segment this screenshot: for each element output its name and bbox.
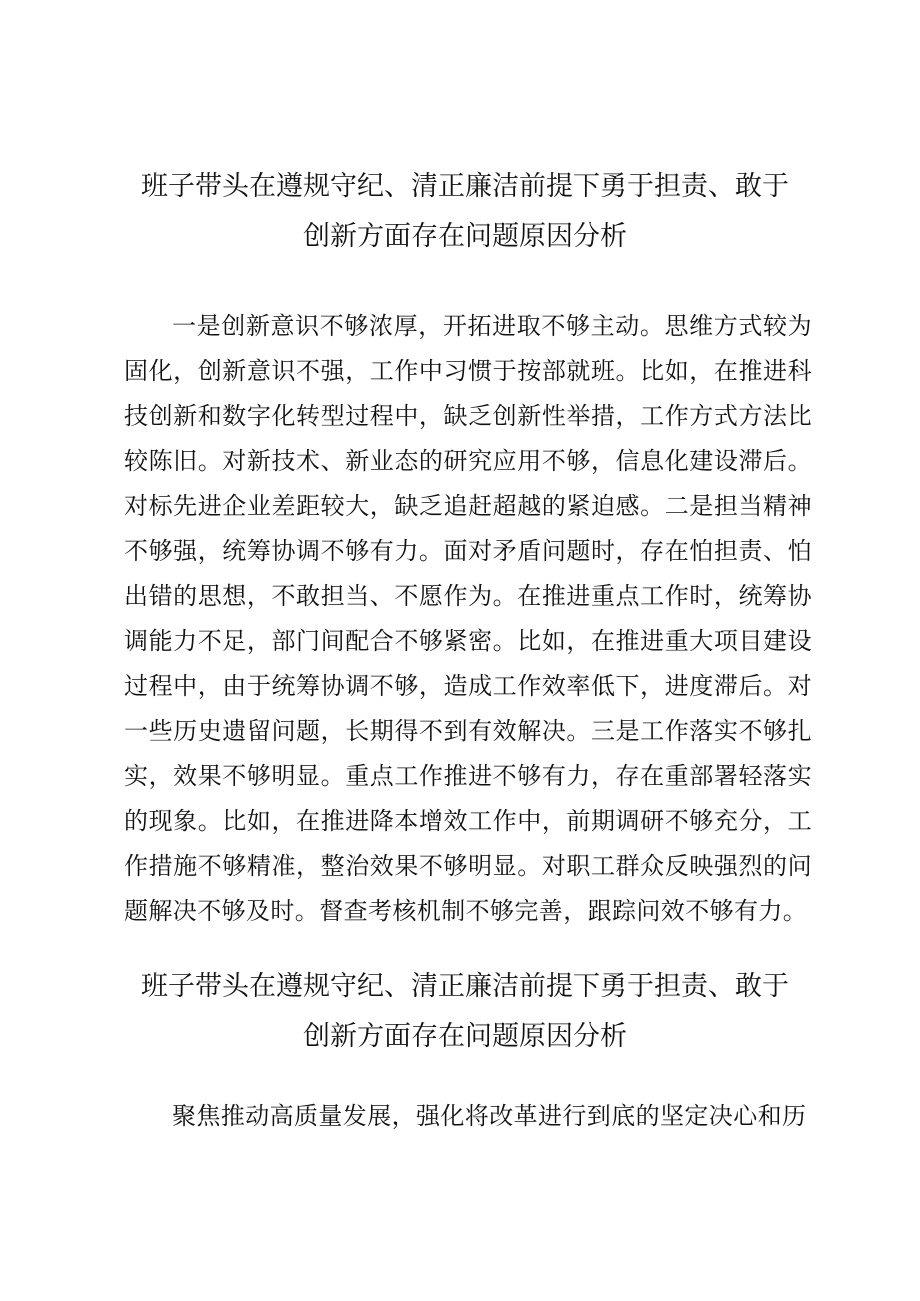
section-2-body: 聚焦推动高质量发展，强化将改革进行到底的坚定决心和历 (172, 1102, 807, 1130)
section-2-title-line-2: 创新方面存在问题原因分析 (303, 1021, 627, 1052)
section-2-title-line-1: 班子带头在遵规守纪、清正廉洁前提下勇于担责、敢于 (141, 971, 789, 1002)
section-1-title-line-2: 创新方面存在问题原因分析 (303, 221, 627, 252)
section-2-title (120, 962, 810, 1062)
section-1-title (120, 162, 810, 262)
section-1-title-line-1: 班子带头在遵规守纪、清正廉洁前提下勇于担责、敢于 (141, 171, 789, 202)
section-1-body: 一是创新意识不够浓厚，开拓进取不够主动。思维方式较为固化，创新意识不强，工作中习惯于按部就班。比如，在推进科技创新和数字化转型过程中，缺乏创新性举措，工作方式方法比较陈旧。对新技术、新业态的研究应用不够，信息化建设滞后。对标先进企业差距较大，缺乏追赶超越的紧迫感。二是担当精神不够强，统筹协调不够有力。面对矛盾问题时，存在怕担责、怕出错的思想，不敢担当、不愿作为。在推进重点工作时，统筹协调能力不足，部门间配合不够紧密。比如，在推进重大项目建设过程中，由于统筹协调不够，造成工作效率低下，进度滞后。对一些历史遗留问题，长期得不到有效解决。三是工作落实不够扎实，效果不够明显。重点工作推进不够有力，存在重部署轻落实的现象。比如，在推进降本增效工作中，前期调研不够充分，工作措施不够精准，整治效果不够明显。对职工群众反映强烈的问题解决不够及时。督查考核机制不够完善，跟踪问效不够有力。 (124, 312, 812, 925)
